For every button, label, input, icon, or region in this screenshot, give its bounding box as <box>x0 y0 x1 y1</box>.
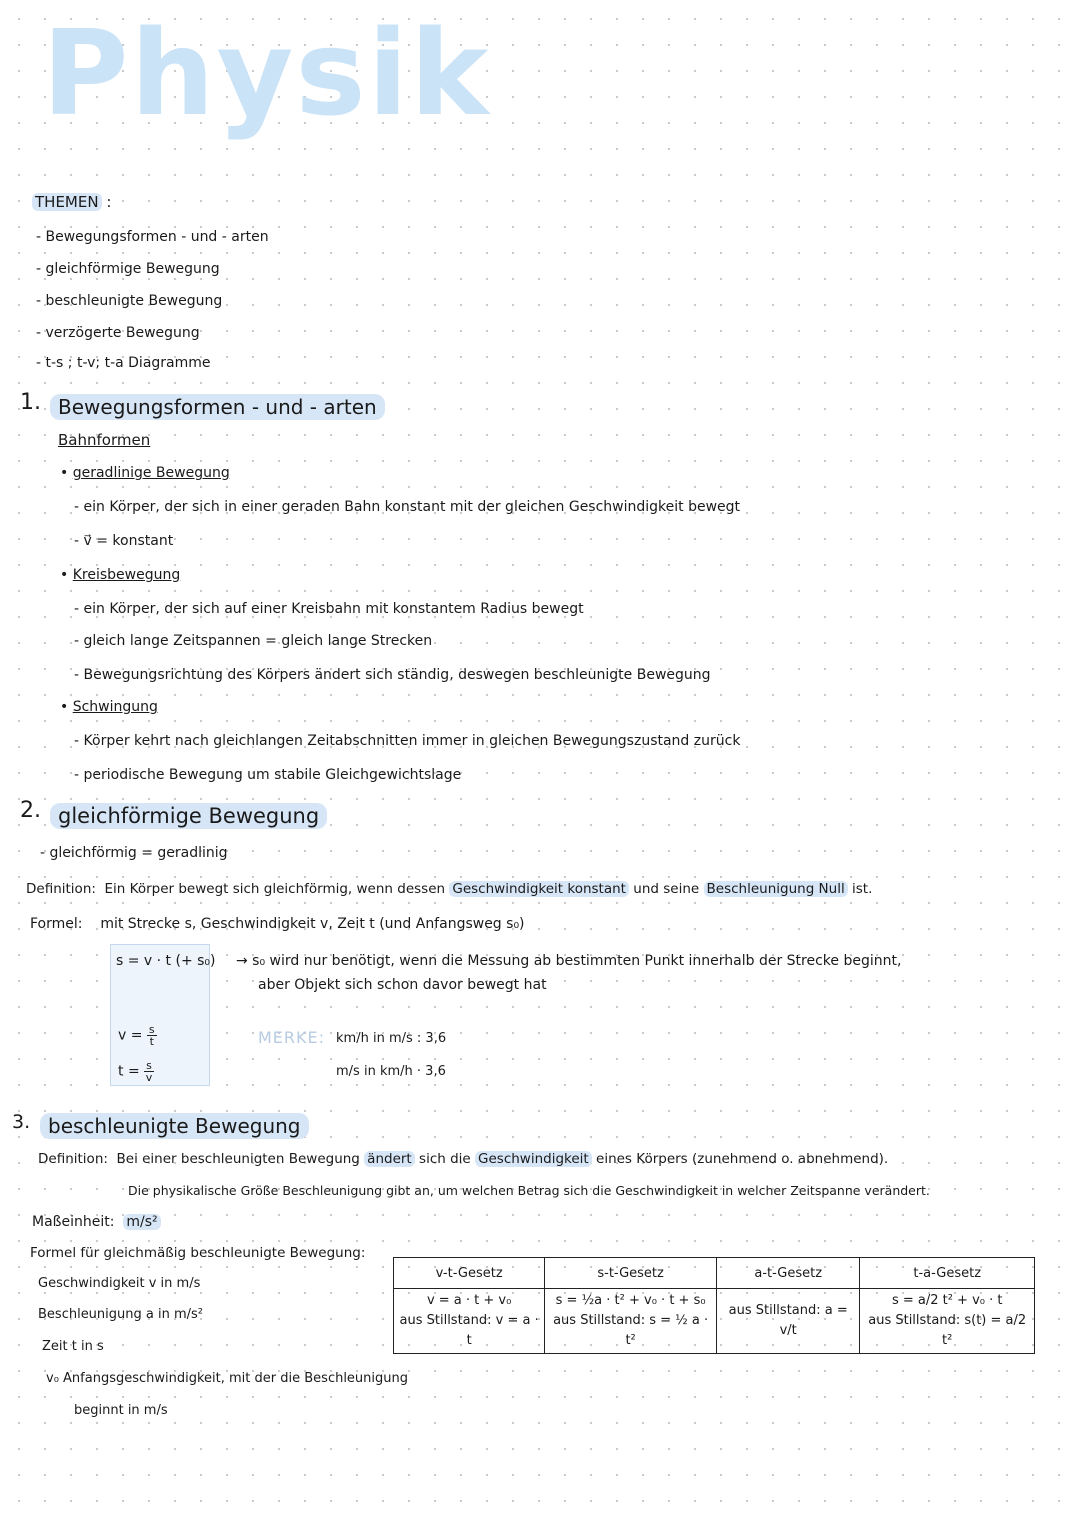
masseinheit: Maßeinheit: m/s² <box>32 1213 161 1231</box>
list-item: - Bewegungsrichtung des Körpers ändert sich ständig, deswegen beschleunigte Bewegung <box>74 667 711 683</box>
page-title: Physik <box>42 4 491 142</box>
variable-line: beginnt in m/s <box>74 1403 168 1418</box>
section-number: 1. <box>20 390 41 415</box>
list-item: - gleichförmig = geradlinig <box>40 845 228 861</box>
themen-heading: THEMEN : <box>32 193 111 211</box>
variable-line: Beschleunigung a in m/s² <box>38 1307 204 1322</box>
table-header: t-a-Gesetz <box>860 1258 1035 1289</box>
merke-line: m/s in km/h · 3,6 <box>336 1064 446 1079</box>
merke-label: MERKE: <box>258 1028 326 1047</box>
themen-item: - beschleunigte Bewegung <box>36 293 223 309</box>
note: aber Objekt sich schon davor bewegt hat <box>258 977 547 993</box>
merke-line: km/h in m/s : 3,6 <box>336 1031 447 1046</box>
list-item: - periodische Bewegung um stabile Gleichgewichtslage <box>74 767 462 783</box>
themen-item: - Bewegungsformen - und - arten <box>36 229 269 245</box>
subsection-title: Bahnformen <box>58 431 151 449</box>
themen-item: - t-s ; t-v; t-a Diagramme <box>36 355 211 371</box>
formula: t = $\frac{s}{v}$ <box>118 1059 153 1084</box>
section-title: gleichförmige Bewegung <box>50 803 327 829</box>
table-cell: s = a/2 t² + v₀ · t aus Stillstand: s(t) = a/2 t² <box>860 1289 1035 1354</box>
section-title: beschleunigte Bewegung <box>40 1113 309 1139</box>
table-cell: v = a · t + v₀ aus Stillstand: v = a · t <box>394 1289 545 1354</box>
table-cell: aus Stillstand: a = v/t <box>716 1289 859 1354</box>
list-item: • Schwingung <box>60 699 158 715</box>
definition: Definition: Ein Körper bewegt sich gleichförmig, wenn dessen Geschwindigkeit konstant und seine Beschleunigung Null ist. <box>26 881 873 897</box>
formel-line: Formel: mit Strecke s, Geschwindigkeit v, Zeit t (und Anfangsweg s₀) <box>30 916 525 932</box>
list-item: • Kreisbewegung <box>60 567 181 583</box>
list-item: - ein Körper, der sich in einer geraden Bahn konstant mit der gleichen Geschwindigkeit bewegt <box>74 499 741 515</box>
variable-line: Zeit t in s <box>42 1339 104 1354</box>
table-cell: s = ½a · t² + v₀ · t + s₀ aus Stillstand: s = ½ a · t² <box>545 1289 717 1354</box>
section-title: Bewegungsformen - und - arten <box>50 394 385 420</box>
list-item: - v⃗ = konstant <box>74 533 174 549</box>
list-item: - ein Körper, der sich auf einer Kreisbahn mit konstantem Radius bewegt <box>74 601 584 617</box>
formula: v = $\frac{s}{t}$ <box>118 1023 155 1048</box>
gesetze-table <box>393 1257 1035 1354</box>
section-number: 2. <box>20 798 41 823</box>
table-header: s-t-Gesetz <box>545 1258 717 1289</box>
definition: Definition: Bei einer beschleunigten Bewegung ändert sich die Geschwindigkeit eines Körpers (zunehmend o. abnehmend). <box>38 1151 889 1167</box>
section-number: 3. <box>12 1111 31 1133</box>
variable-line: v₀ Anfangsgeschwindigkeit, mit der die Beschleunigung <box>46 1371 409 1386</box>
themen-item: - verzögerte Bewegung <box>36 325 200 341</box>
themen-item: - gleichförmige Bewegung <box>36 261 220 277</box>
note: → s₀ wird nur benötigt, wenn die Messung ab bestimmten Punkt innerhalb der Strecke beginnt, <box>236 953 902 969</box>
table-header: v-t-Gesetz <box>394 1258 545 1289</box>
list-item: • geradlinige Bewegung <box>60 465 230 481</box>
definition-2: Die physikalische Größe Beschleunigung gibt an, um welchen Betrag sich die Geschwindigkeit in welcher Zeitspanne verändert. <box>128 1183 930 1198</box>
formel-heading: Formel für gleichmäßig beschleunigte Bewegung: <box>30 1245 366 1261</box>
table-header: a-t-Gesetz <box>716 1258 859 1289</box>
variable-line: Geschwindigkeit v in m/s <box>38 1276 201 1291</box>
list-item: - gleich lange Zeitspannen = gleich lange Strecken <box>74 633 433 649</box>
list-item: - Körper kehrt nach gleichlangen Zeitabschnitten immer in gleichen Bewegungszustand zurück <box>74 733 741 749</box>
formula: s = v · t (+ s₀) <box>116 953 216 969</box>
